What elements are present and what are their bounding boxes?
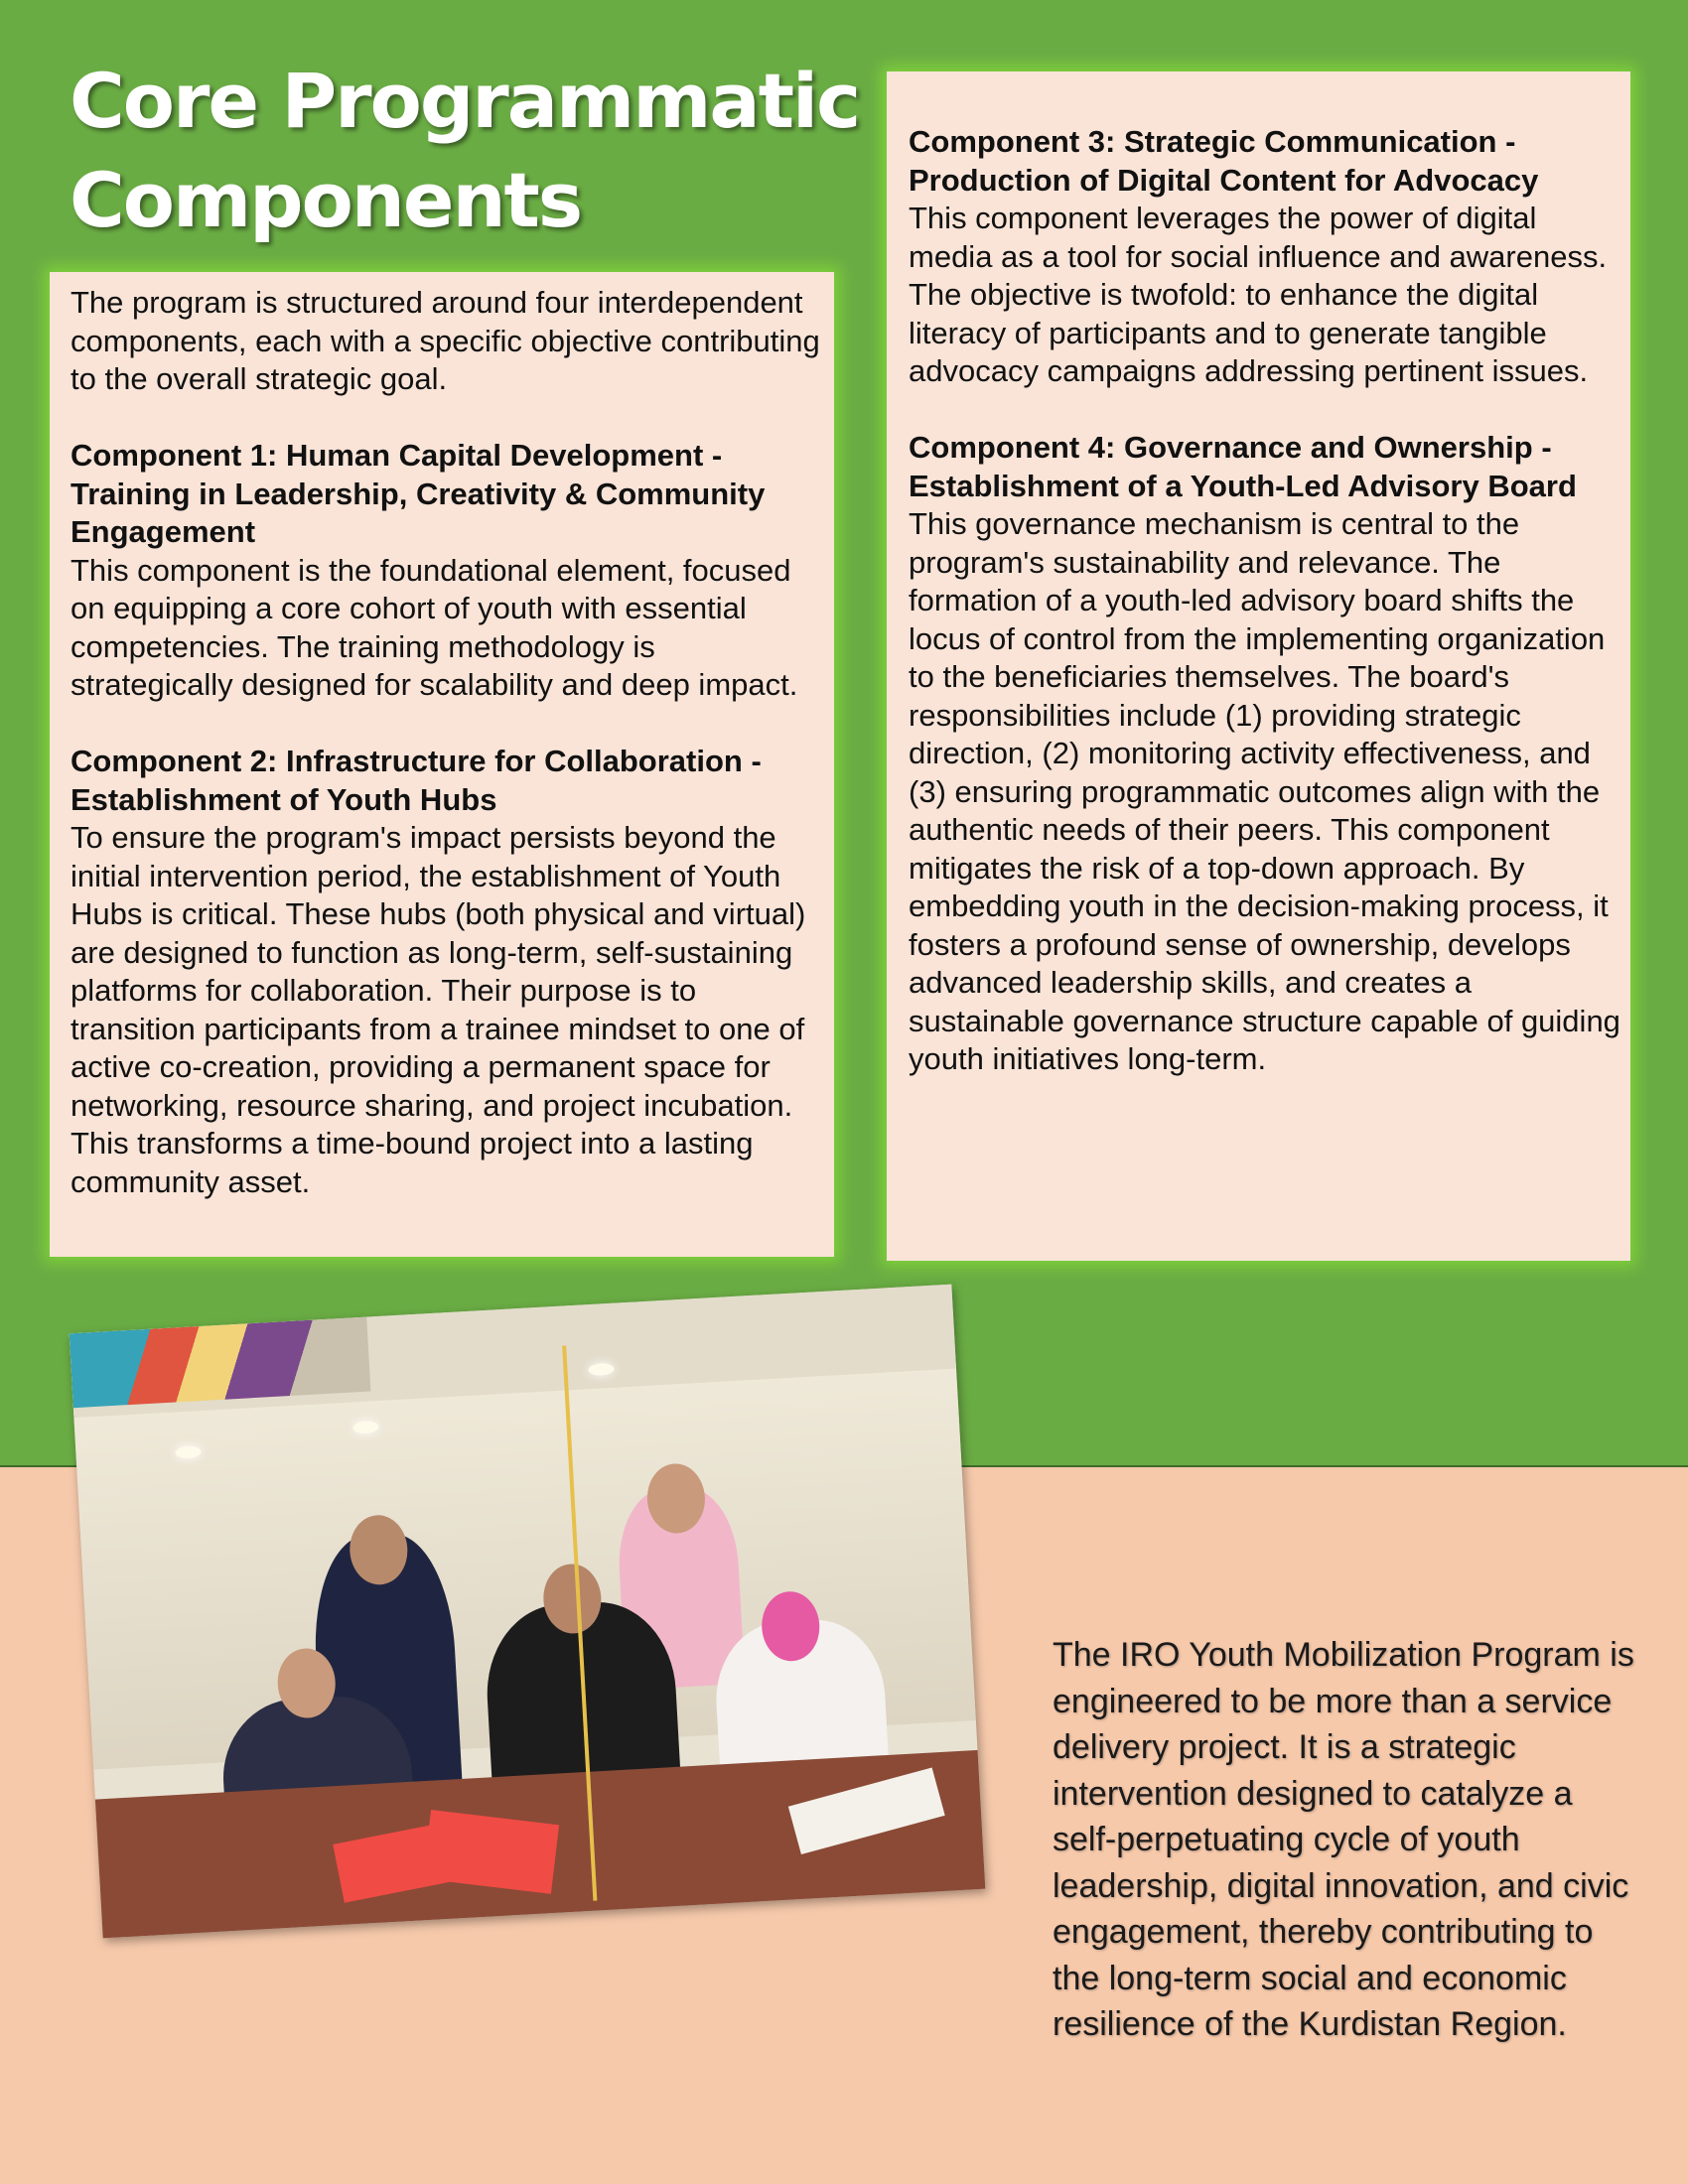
components-box-left (50, 272, 834, 1257)
component-2-heading: Component 2: Infrastructure for Collaboration - Establishment of Youth Hubs (70, 744, 762, 817)
component-3-body: This component leverages the power of digital media as a tool for social influence and awareness. The objective is twofold: to enhance the digital literacy of participants and to generate tangible advocacy campaigns addressing pertinent issues. (909, 201, 1608, 388)
intro-paragraph: The program is structured around four interdependent components, each with a specific objective contributing to the overall strategic goal. (70, 285, 820, 396)
summary-paragraph: The IRO Youth Mobilization Program is engineered to be more than a service delivery project. It is a strategic intervention designed to catalyze a self-perpetuating cycle of youth leadership, digital innovation, and civic engagement, thereby contributing to the long-term social and economic resilience of the Kurdistan Region. (1053, 1636, 1634, 2043)
page-title-line-2: Components (70, 156, 582, 244)
group-photo (70, 1285, 986, 1939)
component-4-heading: Component 4: Governance and Ownership - Establishment of a Youth-Led Advisory Board (909, 430, 1577, 503)
component-1-body: This component is the foundational element, focused on equipping a core cohort of youth with essential competencies. The training methodology is strategically designed for scalability and deep impact. (70, 552, 798, 702)
page-title-line-1: Core Programmatic (70, 57, 860, 145)
component-2-body: To ensure the program's impact persists beyond the initial intervention period, the establishment of Youth Hubs is critical. These hubs (both physical and virtual) are designed to function as long-term, self-sustaining platforms for collaboration. Their purpose is to transition participants from a trainee mindset to one of active co-creation, providing a permanent space for networking, resource sharing, and project incubation. This transforms a time-bound project into a lasting community asset. (70, 820, 806, 1199)
component-1-heading: Component 1: Human Capital Development - Training in Leadership, Creativity & Community Engagement (70, 438, 766, 549)
page-title (70, 52, 859, 250)
components-box-right (887, 71, 1630, 1261)
component-3-heading: Component 3: Strategic Communication - Production of Digital Content for Advocacy (909, 124, 1539, 198)
component-4-body: This governance mechanism is central to the program's sustainability and relevance. The formation of a youth-led advisory board shifts the locus of control from the implementing organization to the beneficiaries themselves. The board's responsibilities include (1) providing strategic direction, (2) monitoring activity effectiveness, and (3) ensuring programmatic outcomes align with the authentic needs of their peers. This component mitigates the risk of a top-down approach. By embedding youth in the decision-making process, it fosters a profound sense of ownership, develops advanced leadership skills, and creates a sustainable governance structure capable of guiding youth initiatives long-term. (909, 506, 1620, 1076)
